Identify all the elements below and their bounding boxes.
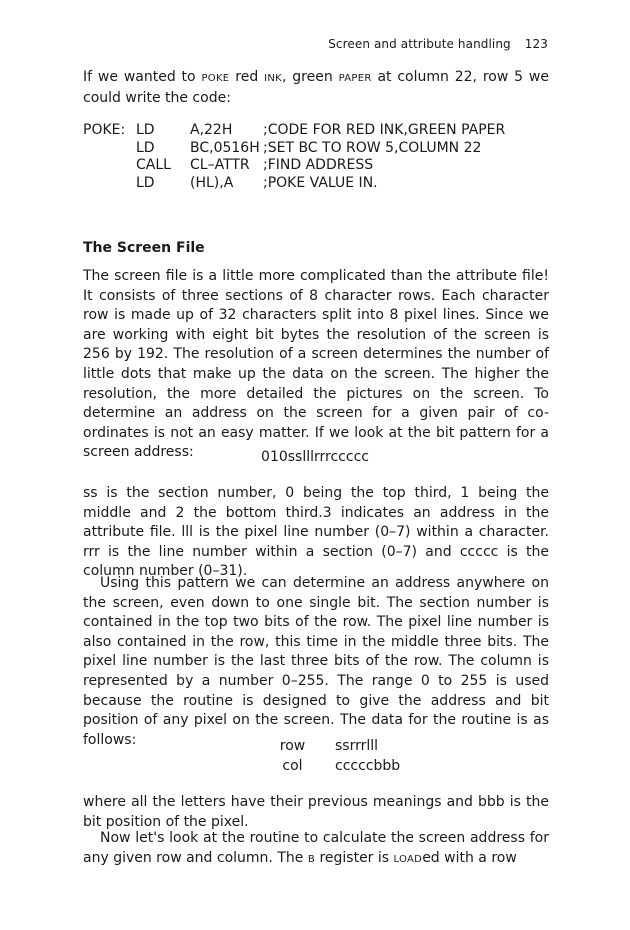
- intro-text: red: [229, 69, 265, 85]
- paragraph-using-pattern: Using this pattern we can determine an address anywhere on the screen, even down to one single bit. The section number is contained in the top two bits of the row. The pixel line number is also contained in the row, this time in the middle three bits. The pixel line number is the last three bits of the row. The column is represented by a number 0–255. The range 0 to 255 is used because the routine is designed to give the address and bit position of any pixel on the screen. The data for the routine is as follows:: [83, 575, 549, 748]
- keyword-ink: INK: [264, 73, 282, 84]
- code-label: [83, 140, 136, 158]
- paragraph-bit-meanings: ss is the section number, 0 being the top third, 1 being the middle and 2 the bottom third.3 indicates an address in the attribute file. lll is the pixel line number (0–7) within a character. rrr is the line number within a section (0–7) and ccccc is the column number (0–31).: [83, 485, 549, 580]
- keyword-poke: POKE: [201, 73, 230, 84]
- row-col-format-table: [250, 737, 425, 776]
- code-label: POKE:: [83, 122, 126, 138]
- format-row: [250, 737, 425, 757]
- code-line: [83, 122, 505, 140]
- code-comment: ;FIND ADDRESS: [263, 157, 374, 174]
- code-operand: CL–ATTR: [190, 157, 250, 174]
- format-name: col: [282, 757, 303, 774]
- code-comment: ;POKE VALUE IN.: [263, 174, 378, 191]
- para5-text: register is: [315, 849, 394, 866]
- intro-text: at column 22, row 5 we could write the code:: [83, 69, 549, 106]
- format-bits: cccccbbb: [335, 757, 401, 774]
- para5-text: Now let's look at the routine to calculate the screen address for any given row and column. The: [83, 830, 549, 866]
- keyword-load: LOAD: [393, 853, 423, 865]
- code-opcode: LD: [136, 174, 155, 191]
- format-name: row: [279, 738, 306, 754]
- code-opcode: LD: [136, 122, 155, 138]
- code-line: [83, 157, 505, 175]
- code-operand: A,22H: [190, 122, 233, 138]
- intro-text: If we wanted to: [83, 69, 202, 85]
- bit-pattern: 010sslllrrrccccc: [261, 449, 369, 465]
- keyword-paper: PAPER: [338, 73, 372, 84]
- paragraph-screen-file: The screen file is a little more complicated than the attribute file! It consists of three sections of 8 character rows. Each character row is made up of 32 characters split into 8 pixel lines. Since we are working with eight bit bytes the resolution of the screen is 256 by 192. The resolution of a screen determines the number of little dots that make up the data on the screen. The higher the resolution, the more detailed the pictures on the screen. To determine an address on the screen for a given pair of co-ordinates is not an easy matter. If we look at the bit pattern for a screen address:: [83, 268, 549, 461]
- paragraph-letter-meanings: where all the letters have their previous meanings and bbb is the bit position of the pixel.: [83, 794, 549, 830]
- format-bits: ssrrrlll: [335, 738, 379, 754]
- running-head: [328, 37, 548, 51]
- code-label: [83, 175, 136, 193]
- code-opcode: LD: [136, 139, 155, 156]
- register-b: B: [307, 853, 315, 865]
- format-row: [250, 757, 425, 777]
- code-line: [83, 175, 505, 193]
- para5-text: ed with a row: [422, 849, 517, 866]
- intro-paragraph: [83, 68, 549, 108]
- section-heading: The Screen File: [83, 240, 205, 256]
- code-operand: (HL),A: [190, 174, 234, 191]
- code-line: [83, 140, 505, 158]
- intro-text: , green: [281, 69, 339, 85]
- code-listing: [83, 122, 505, 192]
- running-head-title: Screen and attribute handling: [328, 37, 511, 51]
- code-label: [83, 157, 136, 175]
- code-opcode: CALL: [136, 157, 171, 174]
- code-operand: BC,0516H: [190, 139, 260, 156]
- code-comment: ;SET BC TO ROW 5,COLUMN 22: [263, 139, 482, 156]
- code-comment: ;CODE FOR RED INK,GREEN PAPER: [263, 122, 506, 138]
- page-number: 123: [524, 37, 548, 51]
- paragraph-routine-intro: [83, 829, 549, 869]
